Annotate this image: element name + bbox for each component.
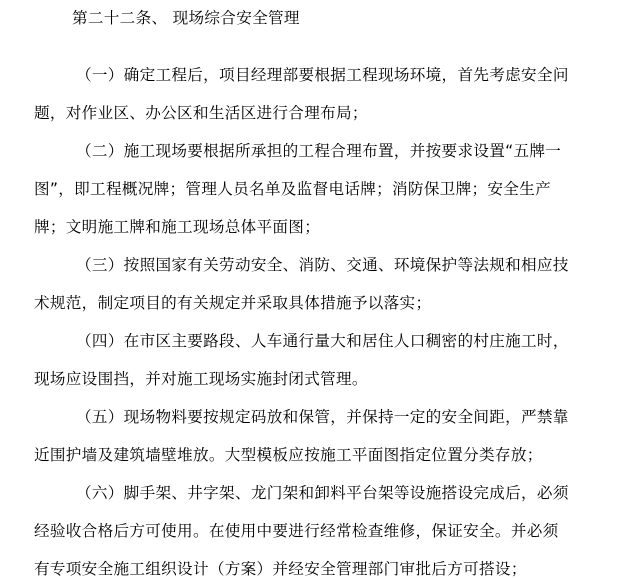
paragraph-6-line-3: 有专项安全施工组织设计（方案）并经安全管理部门审批后方可搭设； (34, 560, 527, 578)
paragraph-3-line-2: 术规范，制定项目的有关规定并采取具体措施予以落实； (34, 294, 432, 312)
paragraph-6-line-1: （六）脚手架、井字架、龙门架和卸料平台架等设施搭设完成后，必须 (76, 484, 569, 502)
paragraph-6-line-2: 经验收合格后方可使用。在使用中要进行经常检查维修，保证安全。并必须 (34, 522, 559, 540)
paragraph-5-line-2: 近围护墙及建筑墙壁堆放。大型模板应按施工平面图指定位置分类存放； (34, 446, 543, 464)
paragraph-4-line-2: 现场应设围挡，并对施工现场实施封闭式管理。 (34, 370, 368, 388)
paragraph-5-line-1: （五）现场物料要按规定码放和保管，并保持一定的安全间距，严禁靠 (76, 408, 569, 426)
paragraph-2-line-1: （二）施工现场要根据所承担的工程合理布置，并按要求设置“五牌一 (76, 142, 562, 160)
paragraph-2-line-3: 牌；文明施工牌和施工现场总体平面图； (34, 218, 321, 236)
paragraph-4-line-1: （四）在市区主要路段、人车通行量大和居住人口稠密的村庄施工时， (76, 332, 569, 350)
paragraph-2-line-2: 图”，即工程概况牌；管理人员名单及监督电话牌；消防保卫牌；安全生产 (34, 180, 551, 198)
section-title: 第二十二条、 现场综合安全管理 (72, 9, 300, 27)
paragraph-1-line-2: 题，对作业区、办公区和生活区进行合理布局； (34, 104, 368, 122)
paragraph-1-line-1: （一）确定工程后，项目经理部要根据工程现场环境，首先考虑安全问 (76, 66, 569, 84)
paragraph-3-line-1: （三）按照国家有关劳动安全、消防、交通、环境保护等法规和相应技 (76, 256, 569, 274)
